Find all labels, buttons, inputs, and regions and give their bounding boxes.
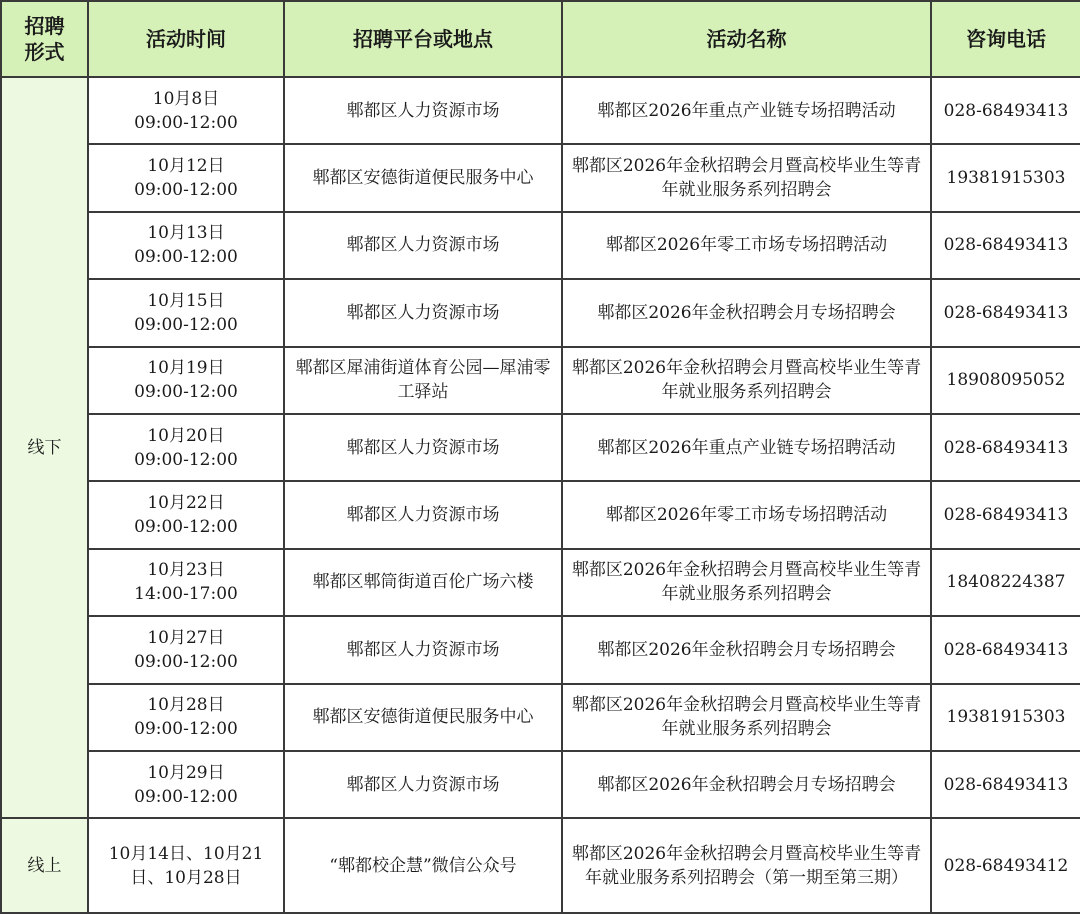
time-cell (88, 751, 284, 818)
activity-name-cell: 郫都区2026年金秋招聘会月专场招聘会 (562, 279, 931, 346)
activity-name-cell: 郫都区2026年金秋招聘会月暨高校毕业生等青年就业服务系列招聘会 (562, 549, 931, 616)
table-row (1, 279, 1080, 346)
header-row (1, 1, 1080, 77)
date-text: 10月28日 (147, 695, 225, 716)
phone-cell: 028-68493413 (931, 481, 1080, 548)
date-text: 10月12日 (147, 156, 225, 177)
table-row (1, 77, 1080, 144)
phone-cell: 028-68493413 (931, 279, 1080, 346)
time-cell: 10月14日、10月21日、10月28日 (88, 818, 284, 913)
hours-text: 09:00-12:00 (134, 247, 238, 268)
phone-cell: 028-68493412 (931, 818, 1080, 913)
place-cell: 郫都区郫筒街道百伦广场六楼 (284, 549, 562, 616)
place-cell: 郫都区人力资源市场 (284, 212, 562, 279)
place-cell: 郫都区犀浦街道体育公园—犀浦零工驿站 (284, 347, 562, 414)
table-row (1, 414, 1080, 481)
place-cell: 郫都区人力资源市场 (284, 616, 562, 683)
header-mode (1, 1, 88, 77)
hours-text: 14:00-17:00 (134, 584, 238, 605)
table-row-online (1, 818, 1080, 913)
table-row (1, 684, 1080, 751)
phone-cell: 19381915303 (931, 684, 1080, 751)
activity-name-cell: 郫都区2026年重点产业链专场招聘活动 (562, 414, 931, 481)
header-phone: 咨询电话 (931, 1, 1080, 77)
date-text: 10月19日 (147, 358, 225, 379)
place-cell: 郫都区安德街道便民服务中心 (284, 684, 562, 751)
date-text: 10月8日 (152, 88, 220, 109)
time-cell (88, 212, 284, 279)
header-mode-label: 招聘 形式 (24, 14, 65, 64)
phone-cell: 028-68493413 (931, 212, 1080, 279)
date-text: 10月20日 (147, 425, 225, 446)
date-text: 10月23日 (147, 560, 225, 581)
header-name: 活动名称 (562, 1, 931, 77)
table-row (1, 751, 1080, 818)
table-row (1, 212, 1080, 279)
place-cell: 郫都区人力资源市场 (284, 751, 562, 818)
phone-cell: 028-68493413 (931, 751, 1080, 818)
date-text: 10月13日 (147, 223, 225, 244)
phone-cell: 18408224387 (931, 549, 1080, 616)
activity-name-cell: 郫都区2026年金秋招聘会月暨高校毕业生等青年就业服务系列招聘会 (562, 684, 931, 751)
time-cell (88, 414, 284, 481)
hours-text: 09:00-12:00 (134, 517, 238, 538)
header-time: 活动时间 (88, 1, 284, 77)
table-row (1, 144, 1080, 211)
place-cell: 郫都区人力资源市场 (284, 481, 562, 548)
phone-cell: 028-68493413 (931, 616, 1080, 683)
time-cell (88, 77, 284, 144)
hours-text: 09:00-12:00 (134, 112, 238, 133)
table-row (1, 549, 1080, 616)
hours-text: 09:00-12:00 (134, 382, 238, 403)
time-cell (88, 481, 284, 548)
time-cell (88, 684, 284, 751)
activity-name-cell: 郫都区2026年金秋招聘会月暨高校毕业生等青年就业服务系列招聘会（第一期至第三期） (562, 818, 931, 913)
phone-cell: 028-68493413 (931, 414, 1080, 481)
place-cell: 郫都区人力资源市场 (284, 414, 562, 481)
mode-offline: 线下 (1, 77, 88, 818)
activity-name-cell: 郫都区2026年零工市场专场招聘活动 (562, 212, 931, 279)
mode-online: 线上 (1, 818, 88, 913)
phone-cell: 028-68493413 (931, 77, 1080, 144)
time-cell (88, 347, 284, 414)
time-cell (88, 279, 284, 346)
date-text: 10月27日 (147, 627, 225, 648)
hours-text: 09:00-12:00 (134, 786, 238, 807)
time-cell (88, 144, 284, 211)
activity-name-cell: 郫都区2026年金秋招聘会月专场招聘会 (562, 751, 931, 818)
activity-name-cell: 郫都区2026年金秋招聘会月暨高校毕业生等青年就业服务系列招聘会 (562, 347, 931, 414)
hours-text: 09:00-12:00 (134, 651, 238, 672)
header-place: 招聘平台或地点 (284, 1, 562, 77)
place-cell: “郫都校企慧”微信公众号 (284, 818, 562, 913)
phone-cell: 19381915303 (931, 144, 1080, 211)
table-row (1, 616, 1080, 683)
date-text: 10月22日 (147, 493, 225, 514)
place-cell: 郫都区人力资源市场 (284, 279, 562, 346)
time-cell (88, 549, 284, 616)
place-cell: 郫都区安德街道便民服务中心 (284, 144, 562, 211)
hours-text: 09:00-12:00 (134, 314, 238, 335)
hours-text: 09:00-12:00 (134, 180, 238, 201)
table-row (1, 347, 1080, 414)
place-cell: 郫都区人力资源市场 (284, 77, 562, 144)
activity-name-cell: 郫都区2026年重点产业链专场招聘活动 (562, 77, 931, 144)
hours-text: 09:00-12:00 (134, 449, 238, 470)
activity-name-cell: 郫都区2026年零工市场专场招聘活动 (562, 481, 931, 548)
activity-name-cell: 郫都区2026年金秋招聘会月暨高校毕业生等青年就业服务系列招聘会 (562, 144, 931, 211)
date-text: 10月15日 (147, 290, 225, 311)
time-cell (88, 616, 284, 683)
date-text: 10月29日 (147, 762, 225, 783)
table-row (1, 481, 1080, 548)
hours-text: 09:00-12:00 (134, 719, 238, 740)
activity-name-cell: 郫都区2026年金秋招聘会月专场招聘会 (562, 616, 931, 683)
phone-cell: 18908095052 (931, 347, 1080, 414)
